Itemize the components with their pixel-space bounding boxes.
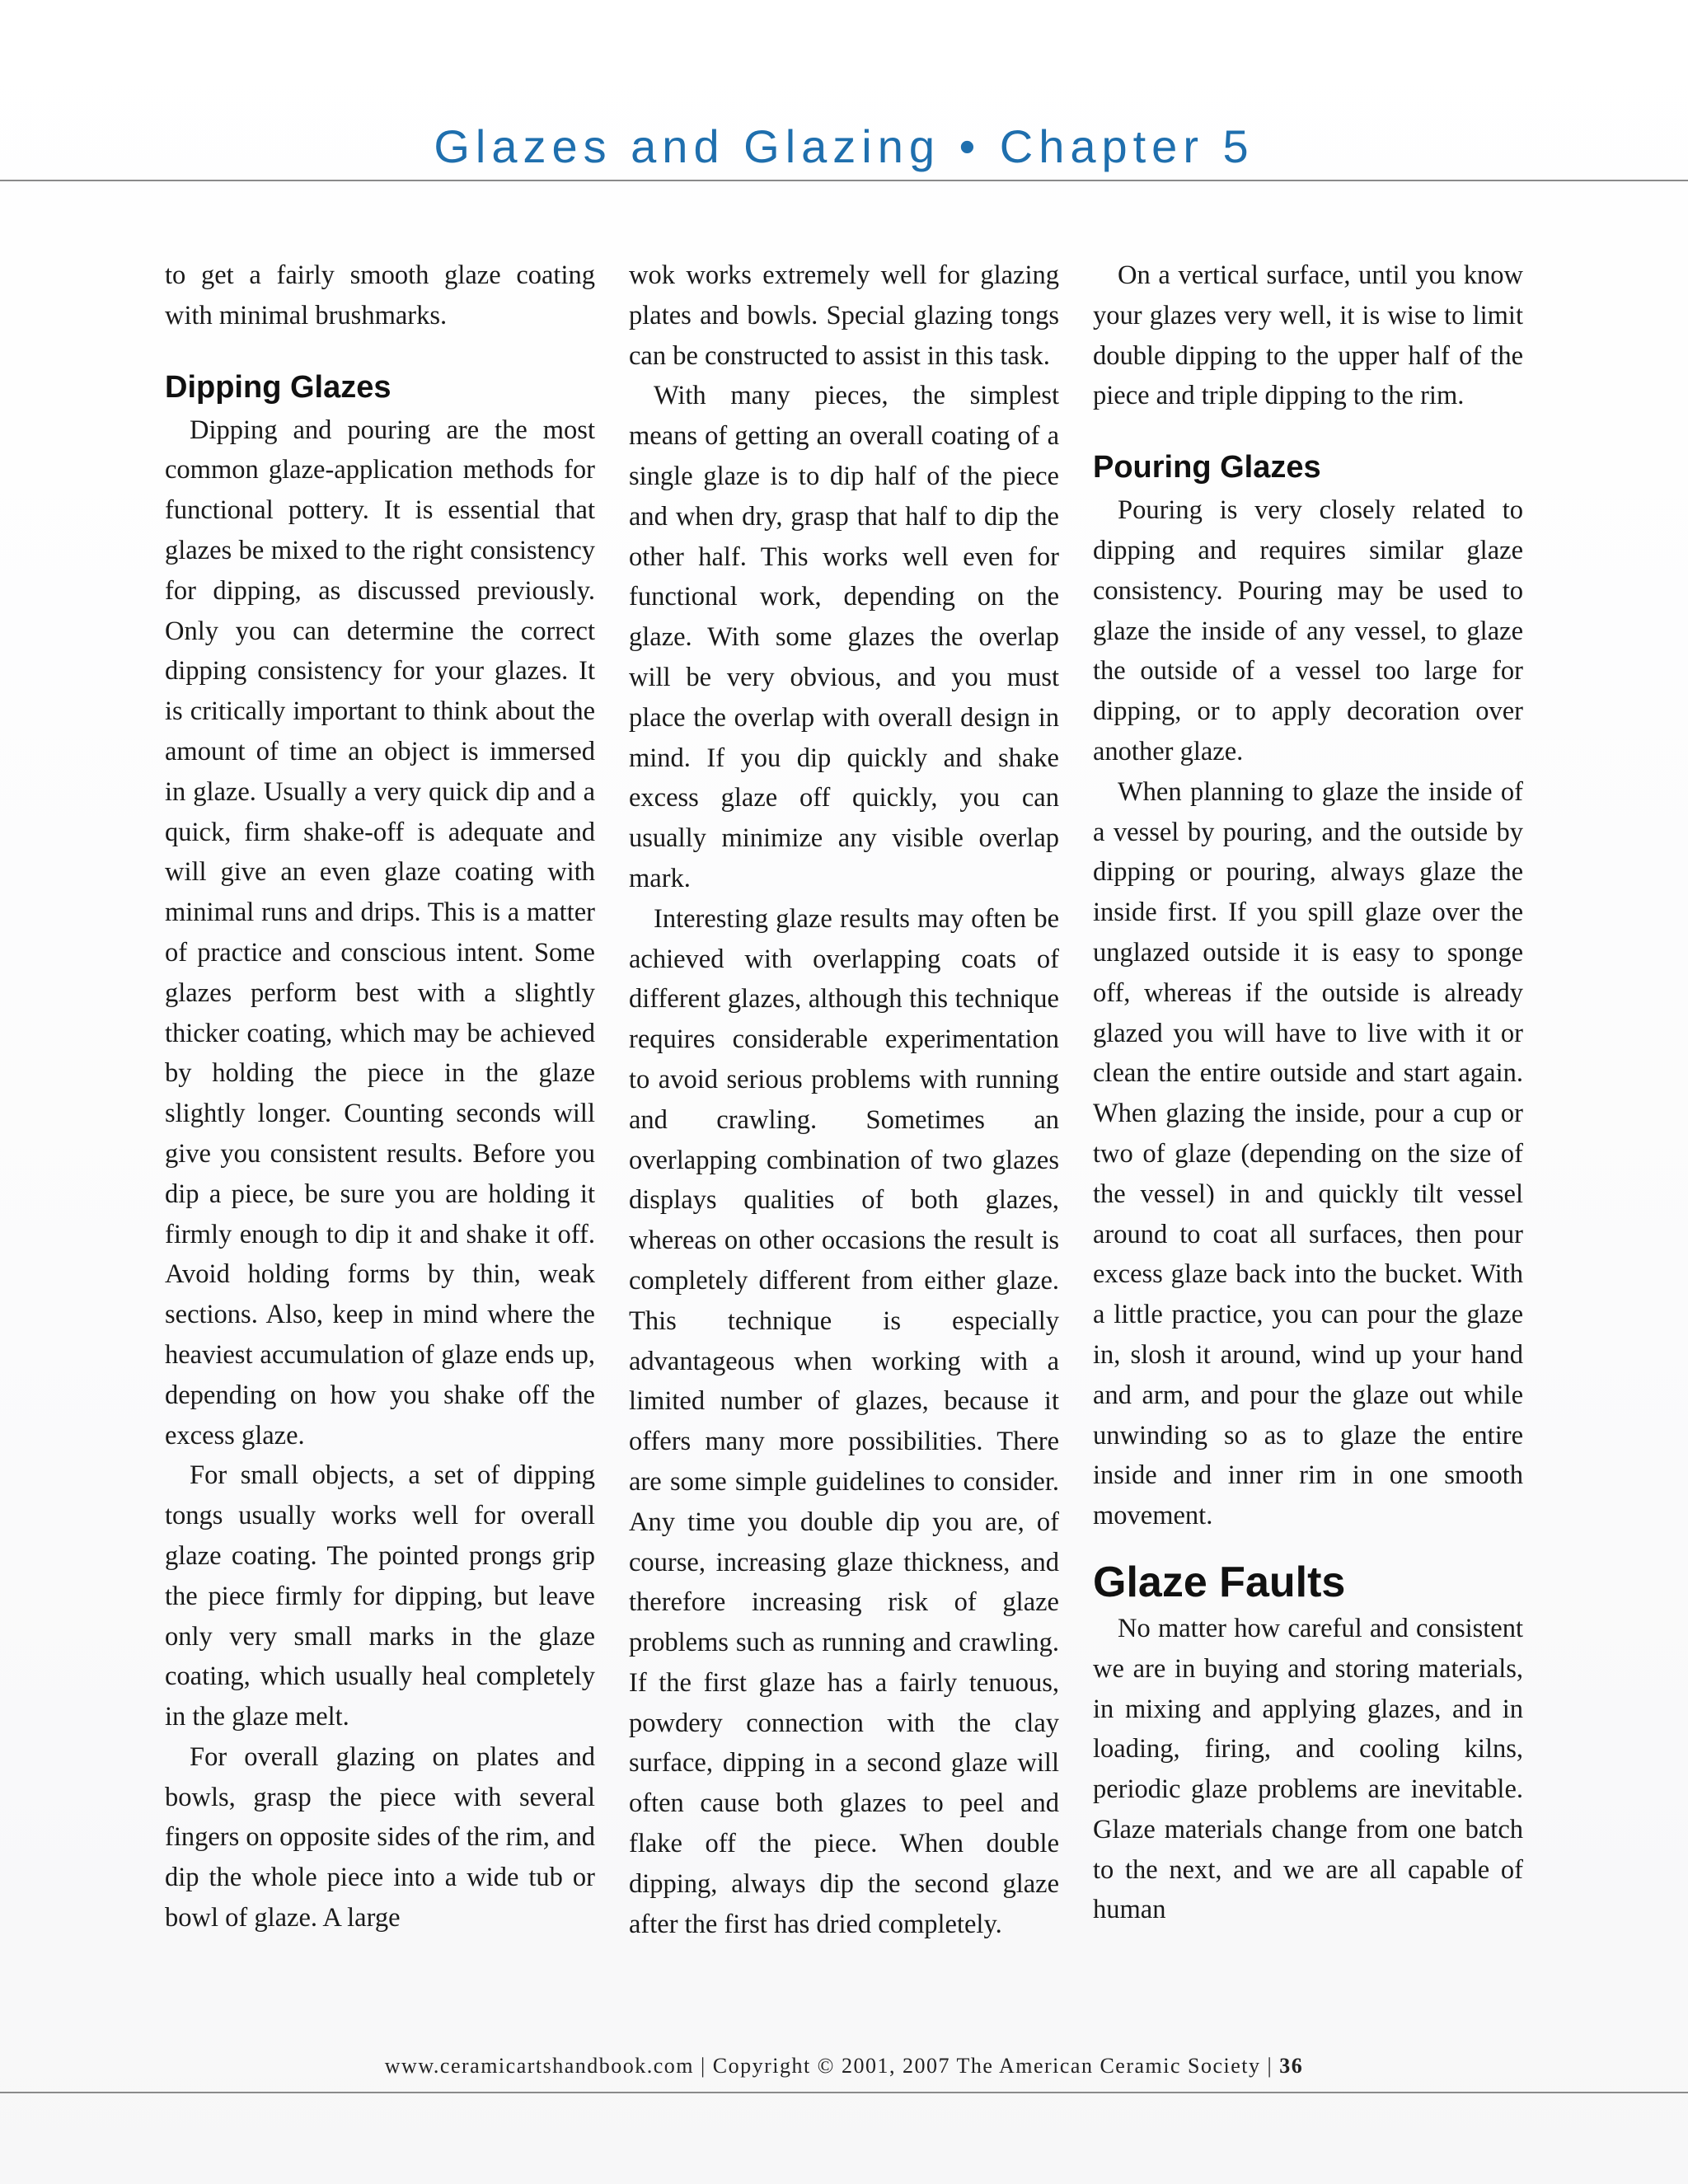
paragraph: With many pieces, the simplest means of getting an overall coating of a single glaze is to dip half of the piece and when dry, grasp that half to dip the other half. This works well even for functional work, depending on the glaze. With some glazes the overlap will be very obvious, and you must place the overlap with overall design in mind. If you dip quickly and shake excess glaze off quickly, you can usually minimize any visible overlap mark.	[629, 381, 1059, 893]
paragraph: to get a fairly smooth glaze coating with minimal brushmarks.	[165, 260, 595, 330]
paragraph: On a vertical surface, until you know your glazes very well, it is wise to limit double dipping to the upper half of the piece and triple dipping to the rim.	[1093, 260, 1523, 411]
paragraph: For small objects, a set of dipping tongs usually works well for overall glaze coating. The pointed prongs grip the piece firmly for dipping, but leave only very small marks in the glaze coating, which usually heal completely in the glaze melt.	[165, 1460, 595, 1732]
paragraph: For overall glazing on plates and bowls, grasp the piece with several fingers on opposite sides of the rim, and dip the whole piece into a wide tub or bowl of glaze. A large	[165, 1741, 595, 1933]
footer-line	[0, 2054, 1688, 2079]
paragraph: wok works extremely well for glazing plates and bowls. Special glazing tongs can be constructed to assist in this task.	[629, 260, 1059, 371]
paragraph: No matter how careful and consistent we are in buying and storing materials, in mixing and applying glazes, and in loading, firing, and cooling kilns, periodic glaze problems are inevitable. Glaze materials change from one batch to the next, and we are all capable of human	[1093, 1613, 1523, 1925]
footer-copyright: www.ceramicartshandbook.com | Copyright © 2001, 2007 The American Ceramic Society |	[384, 2054, 1273, 2078]
section-heading-pouring-glazes: Pouring Glazes	[1093, 450, 1321, 485]
section-heading-glaze-faults: Glaze Faults	[1093, 1558, 1346, 1606]
paragraph: Interesting glaze results may often be achieved with overlapping coats of different glazes, although this technique requires considerable experimentation to avoid serious problems with running and crawling. Sometimes an overlapping combination of two glazes displays qualities of both glazes, whereas on other occasions the result is completely different from either glaze. This technique is especially advantageous when working with a limited number of glazes, because it offers many more possibilities. There are some simple guidelines to consider. Any time you double dip you are, of course, increasing glaze thickness, and therefore increasing risk of glaze problems such as running and crawling. If the first glaze has a fairly tenuous, powdery connection with the clay surface, dipping in a second glaze will often cause both glazes to peel and flake off the piece. When double dipping, always dip the second glaze after the first has dried completely.	[629, 903, 1059, 1939]
page-header	[0, 115, 1688, 181]
paragraph: Dipping and pouring are the most common glaze-application methods for functional pottery. It is essential that glazes be mixed to the right consistency for dipping, as discussed previously. Only you can determine the correct dipping consistency for your glazes. It is critically important to think about the amount of time an object is immersed in glaze. Usually a very quick dip and a quick, firm shake-off is adequate and will give an even glaze coating with minimal runs and drips. This is a matter of practice and conscious intent. Some glazes perform best with a slightly thicker coating, which may be achieved by holding the piece in the glaze slightly longer. Counting seconds will give you consistent results. Before you dip a piece, be sure you are holding it firmly enough to dip it and shake it off. Avoid holding forms by thin, weak sections. Also, keep in mind where the heaviest accumulation of glaze ends up, depending on how you shake off the excess glaze.	[165, 415, 595, 1451]
column-1	[165, 255, 595, 1938]
page-number: 36	[1279, 2054, 1304, 2078]
article-body	[165, 255, 1523, 2027]
column-2	[629, 255, 1059, 1944]
chapter-title: Glazes and Glazing • Chapter 5	[434, 120, 1254, 172]
page-footer	[0, 2036, 1688, 2093]
paragraph: When planning to glaze the inside of a vessel by pouring, and the outside by dipping or pouring, always glaze the inside first. If you spill glaze over the unglazed outside it is easy to sponge off, whereas if the outside is already glazed you will have to live with it or clean the entire outside and start again. When glazing the inside, pour a cup or two of glaze (depending on the size of the vessel) in and quickly tilt vessel around to coat all surfaces, then pour excess glaze back into the bucket. With a little practice, you can pour the glaze in, slosh it around, wind up your hand and arm, and pour the glaze out while unwinding so as to glaze the entire inside and inner rim in one smooth movement.	[1093, 776, 1523, 1531]
paragraph: Pouring is very closely related to dipping and requires similar glaze consistency. Pouring may be used to glaze the inside of any vessel, to glaze the outside of a vessel too large for dipping, or to apply decoration over another glaze.	[1093, 495, 1523, 766]
column-3	[1093, 255, 1523, 1930]
section-heading-dipping-glazes: Dipping Glazes	[165, 369, 392, 405]
